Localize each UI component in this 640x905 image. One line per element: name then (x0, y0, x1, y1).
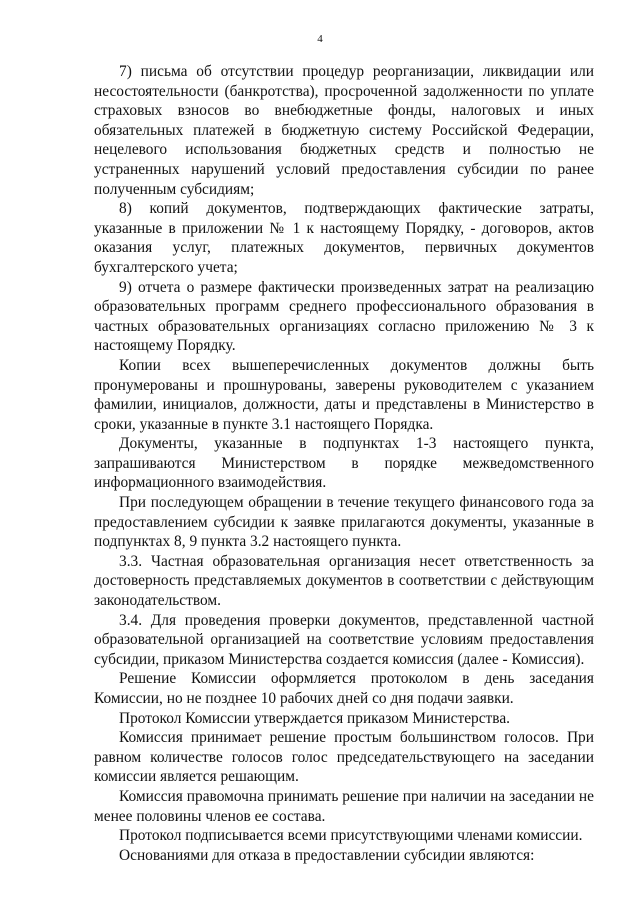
paragraph-copies-requirements: Копии всех вышеперечисленных документов должны быть пронумерованы и прошнурованы, заверены руководителем с указанием фамилии, инициалов, должности, даты и представлены в Министерство в сроки, указанные в пункте 3.1 настоящего Порядка. (94, 356, 594, 433)
paragraph-section-3-4: 3.4. Для проведения проверки документов, представленной частной образовательной организацией на соответствие условиям предоставления субсидии, приказом Министерства создается комиссия (далее - Комиссия). (94, 611, 594, 668)
paragraph-interagency-request: Документы, указанные в подпунктах 1-3 настоящего пункта, запрашиваются Министерством в порядке межведомственного информационного взаимодействия. (94, 435, 594, 492)
page-number: 4 (317, 33, 323, 45)
paragraph-item-7-letters: 7) письма об отсутствии процедур реорганизации, ликвидации или несостоятельности (банкротства), просроченной задолженности по уплате страховых взносов во внебюджетные фонды, налоговых и иных обязательных платежей в бюджетную систему Российской Федерации, нецелевого использования бюджетных средств и полностью не устраненных нарушений условий предоставления субсидии по ранее полученным субсидиям; (94, 63, 594, 198)
paragraph-repeat-application: При последующем обращении в течение текущего финансового года за предоставлением субсидии к заявке прилагаются документы, указанные в подпунктах 8, 9 пункта 3.2 настоящего пункта. (94, 494, 594, 551)
paragraph-item-8-copies: 8) копий документов, подтверждающих фактические затраты, указанные в приложении № 1 к настоящему Порядку, - договоров, актов оказания услуг, платежных документов, первичных документов бухгалтерского учета; (94, 200, 594, 276)
document-body (94, 62, 594, 865)
paragraph-item-9-report: 9) отчета о размере фактически произведенных затрат на реализацию образовательных программ среднего профессионального образования в частных образовательных организациях согласно приложению № 3 к настоящему Порядку. (94, 278, 594, 355)
paragraph-protocol-approval: Протокол Комиссии утверждается приказом Министерства. (119, 709, 511, 727)
paragraph-majority-vote: Комиссия принимает решение простым большинством голосов. При равном количестве голосов голос председательствующего на заседании комиссии является решающим. (94, 729, 594, 786)
paragraph-commission-decision: Решение Комиссии оформляется протоколом в день заседания Комиссии, но не позднее 10 рабочих дней со дня подачи заявки. (94, 670, 594, 707)
paragraph-quorum: Комиссия правомочна принимать решение при наличии на заседании не менее половины членов ее состава. (94, 787, 594, 825)
paragraph-section-3-3: 3.3. Частная образовательная организация несет ответственность за достоверность представляемых документов в соответствии с действующим законодательством. (94, 552, 594, 610)
paragraph-refusal-grounds: Основаниями для отказа в предоставлении субсидии являются: (119, 846, 535, 864)
paragraph-protocol-signing: Протокол подписывается всеми присутствующими членами комиссии. (119, 827, 583, 845)
